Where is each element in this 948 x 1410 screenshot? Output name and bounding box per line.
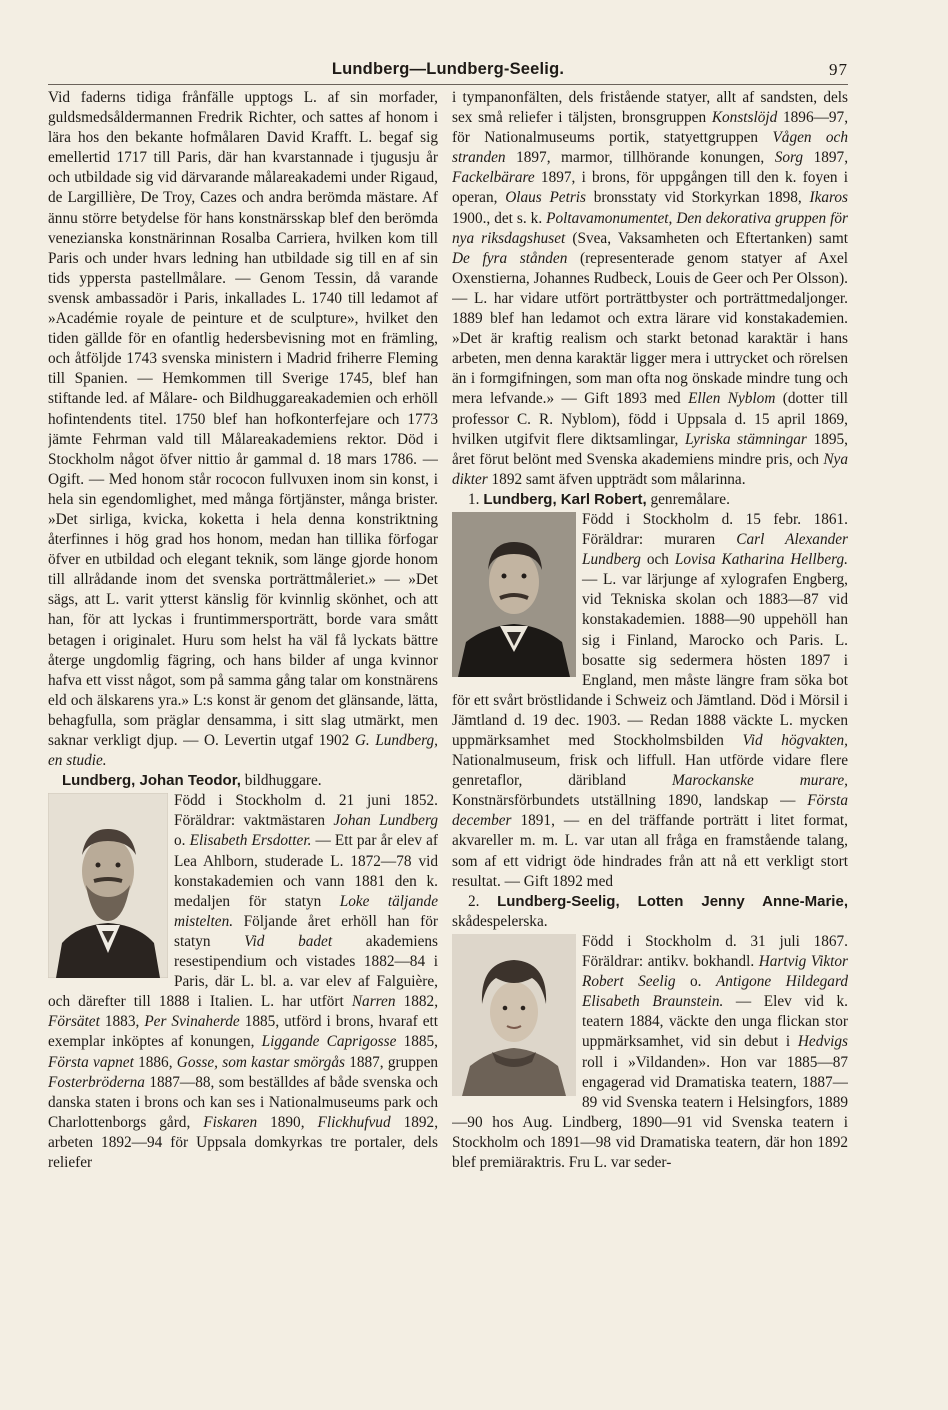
entry-text: — Ett par år elev af Lea Ahlborn, studerade L. 1872—78 vid konstakademien och vann 1881 den k. medaljen för statyn (174, 832, 438, 910)
entry-text: (representerade genom statyer af Axel Oxenstierna, Johannes Rudbeck, Louis de Geer och Per Olsson). — L. har vidare utfört porträttbyster och porträttmedaljonger. 1889 blef han ledamot och extra lärare vid konstakademien. »Det är kraftig realism och starkt betonad karaktär i hans arbeten, men denna karaktär ligger mera i uttrycket och rörelsen än i formgifningen, som man ofta nog önskade mindre tung och mera lefvande.» — Gift 1893 med (452, 249, 848, 408)
entry-text: 1896—97, för Nationalmuseums portik, statyettgruppen (452, 109, 848, 147)
entry-lotten (452, 892, 848, 932)
work-title: Nya dikter (452, 450, 848, 488)
entry-text: 1890, (270, 1113, 305, 1131)
work-title: Fackelbärare (452, 169, 535, 187)
work-title: Sorg (774, 149, 804, 167)
right-column (452, 88, 848, 1388)
entry-text: 1886, (138, 1053, 173, 1071)
entry-text: akademiens resestipendium och vistades 1882—84 i Paris, där L. bl. a. var elev af Falguière, och därefter till 1888 i Italien. L. har utfört (48, 932, 438, 1011)
entry-text: (dotter till professor C. R. Nyblom), född i Uppsala d. 15 april 1869, hvilken utgifvit flere diktsamlingar, (452, 390, 848, 448)
name-father: Carl Alexander Lundberg (582, 531, 848, 569)
work-title: Vid badet (244, 932, 333, 950)
entry-text: 1900., det s. k. (452, 209, 543, 227)
name-mother: Antigone Hildegard Elisabeth Braunstein. (582, 973, 848, 1011)
work-title: G. Lundberg, en studie. (48, 732, 438, 770)
work-title: Ikaros (809, 189, 848, 207)
entry-text: 1897, marmor, tillhörande konungen, (516, 149, 765, 167)
entry-text: 1885, (403, 1033, 438, 1051)
name-father: Johan Lundberg (333, 812, 438, 830)
entry-text: och (646, 551, 669, 569)
entry-role: bildhuggare. (244, 772, 322, 790)
entry-text: o. (689, 973, 702, 991)
entry-text: 1895, året förut belönt med Svenska akademiens mindre pris, och (452, 430, 848, 468)
work-title: Flickhufvud (317, 1113, 391, 1131)
page-header (48, 58, 848, 84)
entry-johan-teodor (48, 771, 438, 791)
entry-text: Konstnärsförbundets utställning 1890, landskap — (452, 792, 796, 810)
portrait-johan-teodor (48, 793, 168, 978)
role-title: Hedvigs (797, 1033, 848, 1051)
continued-entry-text: Vid faderns tidiga frånfälle upptogs L. af sin morfader, guldsmedsåldermannen Fredrik Richter, och sattes af honom i lära hos den bekante hofmålaren David Krafft. L. begaf sig emellertid 1717 till Paris, där han kvarstannade i tjugusju år och utbildade sig vid därvarande målareakademi under Rigaud, de Largillière, De Troy, Cazes och andra berömda mästare. Af ännu större betydelse för hans konstnärsskap blef den berömda venezianska konstnärinnan Rosalba Carriera, hvilken kom till Paris och under hvars ledning han utbildade sig till en af sin tids yppersta pastellmålare. — Genom Tessin, då varande svensk ambassadör i Paris, inkallades L. 1740 till ledamot af »Académie royale de peinture et de sculpture», hvilket den tiden gällde för en ofantlig hedersbevisning mot en främling, och åtföljde 1743 svenska ministern i Madrid friherre Fleming till Spanien. — Hemkommen till Sverige 1745, blef han stiftande led. af Målare- och Bildhuggareakademien och erhöll hofintendents titel. 1750 blef han hofkonterfejare och 1773 jämte Fehrman vald till Målareakademiens rektor. Död i Stockholm något öfver nittio år gammal d. 18 mars 1786. — Ogift. — Med honom står rococon fullvuxen inom sin konst, i hela sin egendomlighet, med många förtjänster, många brister. »Det sirliga, kvicka, koketta i hela denna konstriktning återfinnes i hög grad hos honom, medan han tillika förfogar öfver en utbildad och elegant teknik, som länge gjorde honom till allrådande inom det svenska porträttmåleriet.» — »Det sägs, att L. varit ytterst känslig för kvinnlig skönhet, och att han, för att lyckas i fruntimmersporträtt, borde vara smått betagen i originalet. Huru som helst ha väl få lyckats bättre återge ungdomlig fägring, och hans bilder af unga kvinnor hafva ett visst något, som på samma gång talar om konstnärens eld och älskarens yra.» L:s konst är genom det glänsande, lätta, behagfulla, som präglar densamma, i sitt slag utmärkt, men saknar verkligt djup. — O. Levertin utgaf 1902 (48, 89, 438, 749)
entry-text: i tympanonfälten, dels fristående statyer, allt af sandsten, dels sex små reliefer i täljsten, bronsgruppen (452, 89, 848, 127)
work-title: Konstslöjd (711, 109, 778, 127)
work-title: Olaus Petris (505, 189, 586, 207)
work-title: Poltavamonumentet, Den dekorativa gruppen för nya riksdagshuset (452, 209, 848, 247)
page-title: Lundberg—Lundberg-Seelig. (331, 60, 565, 78)
entry-name: Lundberg, Johan Teodor, (62, 772, 241, 790)
work-title: Loke täljande mistelten. (174, 892, 438, 930)
work-title: Fiskaren (203, 1113, 258, 1131)
entry-text: o. (174, 832, 186, 850)
entry-text: — L. var lärjunge af xylografen Engberg, vid Tekniska skolan och 1883—87 vid konstakademien. 1888—90 uppehöll han sig i Finland, Marocko och Paris. L. bosatte sig sedermera hösten 1897 i England, men måste längre fram söka bot för ett svårt bröstlidande i Schweiz och Jämtland. Död i Mörsil i Jämtland d. 19 dec. 1903. — Redan 1888 väckte L. mycken uppmärksamhet med Stockholmsbilden (452, 571, 848, 749)
name-mother: Elisabeth Ersdotter. (189, 832, 312, 850)
work-title: Per Svinaherde (144, 1013, 240, 1031)
entry-text: 1887, gruppen (349, 1053, 438, 1071)
work-title: Fosterbröderna (48, 1073, 145, 1091)
entry-text: 1887—88, som beställdes af både svenska och danska staten i brons och kan ses i Nationalmuseums park och Charlottenborgs gård, (48, 1073, 438, 1131)
entry-text: 1897, i brons, för uppgången till den k. foyen i operan, (452, 169, 848, 207)
entry-number: 1. (468, 490, 480, 508)
name-spouse: Ellen Nyblom (688, 390, 776, 408)
work-title: Vågen och stranden (452, 129, 848, 167)
entry-text: 1897, (813, 149, 848, 167)
work-title: Första vapnet (48, 1053, 134, 1071)
entry-johan-teodor-continued (452, 88, 848, 490)
work-title: Lyriska stämningar (685, 430, 807, 448)
portrait-karl-robert (452, 512, 576, 677)
entry-text: Följande året erhöll han för statyn (174, 912, 438, 950)
entry-text: 1883, (104, 1013, 140, 1031)
entry-text: 1892, arbeten 1892—94 för Uppsala domkyrkas tre portaler, dels reliefer (48, 1113, 438, 1171)
entry-karl-robert (452, 490, 848, 510)
work-title: De fyra stånden (452, 249, 568, 267)
work-title: Narren (351, 993, 396, 1011)
entry-name: Lundberg, Karl Robert, (483, 490, 647, 508)
entry-text: Nationalmuseum, frisk och liffull. Han utförde vidare flere genretaflor, däribland (452, 752, 848, 790)
entry-text: 1892 samt äfven uppträdt som målarinna. (491, 470, 746, 488)
entry-text: 1882, (403, 993, 438, 1011)
entry-text: Född i Stockholm d. 21 juni 1852. Föräldrar: vaktmästaren (174, 792, 438, 830)
entry-text: bronsstaty vid Storkyrkan 1898, (593, 189, 802, 207)
work-title: Liggande Caprigosse (261, 1033, 397, 1051)
header-rule (48, 84, 848, 85)
entry-text: Född i Stockholm d. 15 febr. 1861. Föräldrar: muraren (582, 510, 848, 549)
entry-number: 2. (468, 892, 480, 910)
name-mother: Lovisa Katharina Hellberg. (674, 551, 848, 569)
name-father: Hartvig Viktor Robert Seelig (582, 953, 848, 991)
page-number: 97 (829, 60, 848, 79)
entry-text: roll i »Vildanden». Hon var 1885—87 engagerad vid Dramatiska teatern, 1887—89 vid Svenska teatern i Helsingfors, 1889—90 hos Aug. Lindberg, 1890—91 vid Svenska teatern i Stockholm och 1891—98 vid Dramatiska teatern, där hon 1892 blef premiäraktris. Fru L. var seder- (452, 1053, 848, 1171)
left-column (48, 88, 438, 1388)
entry-name: Lundberg-Seelig, Lotten Jenny Anne-Marie, (497, 892, 848, 910)
entry-text: (Svea, Vaksamheten och Eftertanken) samt (572, 229, 848, 247)
entry-role: genremålare. (650, 490, 730, 508)
work-title: Försätet (48, 1013, 100, 1031)
entry-text: 1885, utförd i brons, hvaraf ett exemplar inköptes af konungen, (48, 1013, 438, 1051)
entry-text: — Elev vid k. teatern 1884, väckte den unga flickan stor uppmärksamhet, vid sin debut i (582, 993, 848, 1051)
entry-role: skådespelerska. (452, 912, 548, 930)
entry-text: 1891, — en del träffande porträtt i litet format, akvareller m. m. L. var utan all fråga en framstående talang, som af ett vidrigt öde hindrades från att nå ett verkligt stort resultat. — Gift 1892 med (452, 812, 848, 890)
work-title: Vid högvakten, (742, 732, 848, 749)
work-title: Marockanske murare, (671, 772, 848, 790)
portrait-lotten (452, 934, 576, 1096)
continued-entry (48, 88, 438, 771)
work-title: Första december (452, 792, 848, 830)
work-title: Gosse, som kastar smörgås (176, 1053, 345, 1071)
entry-text: Född i Stockholm d. 31 juli 1867. Föräldrar: antikv. bokhandl. (582, 932, 848, 971)
